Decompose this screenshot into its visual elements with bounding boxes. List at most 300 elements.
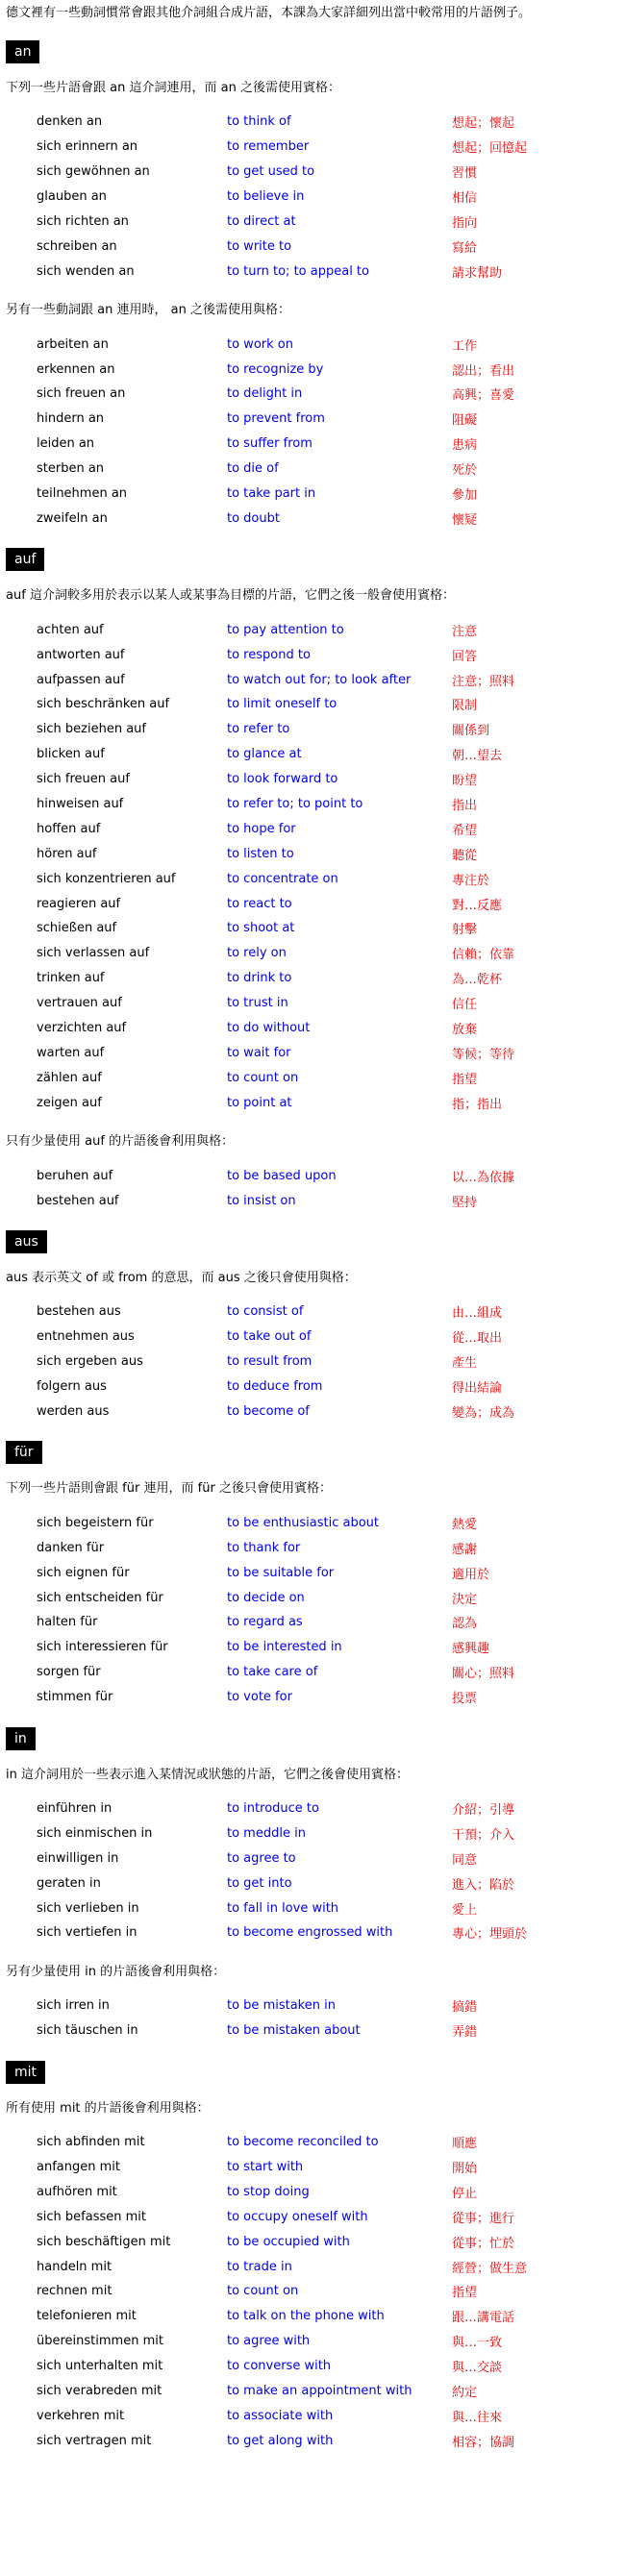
english-meaning: to doubt [227,510,280,526]
lead-part: 的意思，而 [151,1270,214,1285]
section-auf [6,548,619,1213]
phrase-row [6,2155,619,2180]
group-lead [6,586,619,606]
german-phrase: hindern an [37,411,105,427]
german-phrase: sich abfinden mit [37,2135,145,2150]
lead-part: 另有少量使用 [6,1964,82,1979]
group-lead [6,79,619,98]
phrase-row [6,506,619,531]
german-phrase: hören auf [37,846,97,861]
english-meaning: to be mistaken in [227,1998,336,2014]
german-phrase: sich konzentrieren auf [37,871,176,886]
lead-part: 這介詞用於一些表示進入某情況或狀態的片語，它們之後會使用賓格： [21,1767,410,1782]
phrase-row [6,1163,619,1188]
english-meaning: to refer to; to point to [227,797,363,812]
english-meaning: to be suitable for [227,1565,335,1580]
phrase-row [6,1920,619,1945]
phrase-row [6,916,619,941]
phrase-row [6,1188,619,1213]
english-meaning: to prevent from [227,411,325,427]
english-meaning: to fall in love with [227,1900,339,1916]
chinese-meaning: 搞錯 [452,2000,478,2016]
phrase-row [6,816,619,841]
chinese-meaning: 希望 [452,823,478,838]
section-mit [6,2061,619,2454]
lead-part: 所有使用 [6,2100,57,2116]
phrase-row [6,742,619,767]
phrase-row [6,2179,619,2204]
chinese-meaning: 寫給 [452,240,478,256]
german-phrase: schreiben an [37,238,117,254]
german-phrase: sterben an [37,461,105,477]
german-phrase: leiden an [37,436,95,452]
phrase-row [6,941,619,966]
lead-part: 的片語後會利用與格： [84,2100,210,2116]
phrase-list [6,110,619,284]
german-phrase: sich täuschen in [37,2023,138,2039]
chinese-meaning: 認出；看出 [452,363,515,379]
german-phrase: sich verlieben in [37,1900,139,1916]
german-phrase: aufpassen auf [37,672,125,687]
lead-part: 這介詞較多用於表示以某人或某事為目標的片語，它們之後一般會使用賓格： [29,588,455,604]
german-phrase: sich irren in [37,1998,110,2014]
chinese-meaning: 關心；照料 [452,1667,515,1682]
english-meaning: to watch out for; to look after [227,672,412,687]
german-phrase: sorgen für [37,1665,101,1680]
chinese-meaning: 由…組成 [452,1306,503,1322]
english-meaning: to believe in [227,189,305,205]
lead-part: in [6,1767,17,1782]
lead-part: auf [6,588,26,604]
english-meaning: to get along with [227,2433,334,2448]
english-meaning: to become reconciled to [227,2135,379,2150]
chinese-meaning: 患病 [452,438,478,454]
lead-part: 之後只會使用與格： [243,1270,357,1285]
english-meaning: to take out of [227,1329,312,1345]
english-meaning: to shoot at [227,921,295,936]
english-meaning: to delight in [227,386,303,402]
english-meaning: to introduce to [227,1800,319,1816]
chinese-meaning: 得出結論 [452,1381,503,1397]
phrase-row [6,991,619,1016]
lead-part: 連用，而 [143,1481,194,1497]
chinese-meaning: 產生 [452,1356,478,1372]
lead-part: 下列一些片語會跟 [6,81,107,95]
chinese-meaning: 工作 [452,338,478,354]
german-phrase: vertrauen auf [37,996,122,1011]
english-meaning: to decide on [227,1590,305,1605]
phrase-row [6,110,619,135]
phrase-row [6,1016,619,1041]
phrase-row [6,1300,619,1325]
english-meaning: to pay attention to [227,622,344,637]
phrase-list [6,1300,619,1424]
lead-part: 的片語後會利用與格： [100,1964,226,1979]
german-phrase: sich erinnern an [37,139,138,155]
chinese-meaning: 以…為依據 [452,1170,515,1185]
lead-part: 下列一些片語則會跟 [6,1481,119,1497]
lead-part: für [122,1481,140,1497]
english-meaning: to count on [227,2284,299,2299]
phrase-row [6,667,619,692]
english-meaning: to take part in [227,486,316,502]
chinese-meaning: 專注於 [452,873,490,888]
phrase-row [6,1685,619,1710]
chinese-meaning: 與…往來 [452,2410,503,2425]
phrase-row [6,2254,619,2279]
german-phrase: zeigen auf [37,1095,102,1110]
german-phrase: denken an [37,114,103,130]
phrase-list [6,1994,619,2043]
german-phrase: sich verlassen auf [37,946,150,961]
phrase-row [6,2379,619,2404]
phrase-row [6,2354,619,2379]
chinese-meaning: 相信 [452,191,478,207]
chinese-meaning: 對…反應 [452,898,503,913]
lead-part: aus [217,1270,240,1285]
phrase-list [6,1510,619,1709]
english-meaning: to thank for [227,1540,301,1555]
phrase-row [6,767,619,792]
phrase-row [6,185,619,210]
chinese-meaning: 專心；埋頭於 [452,1927,528,1943]
phrase-row [6,160,619,185]
english-meaning: to be occupied with [227,2234,350,2249]
chinese-meaning: 注意；照料 [452,674,515,689]
phrase-row [6,841,619,866]
phrase-row [6,2403,619,2428]
lead-part: an [110,81,126,95]
phrase-list [6,1163,619,1213]
lead-part: 只有少量使用 [6,1134,82,1150]
german-phrase: zweifeln an [37,510,108,526]
english-meaning: to recognize by [227,361,324,377]
section-für [6,1441,619,1709]
chinese-meaning: 開始 [452,2161,478,2176]
english-meaning: to work on [227,336,293,352]
english-meaning: to insist on [227,1193,296,1208]
lead-part: 連用時， [116,303,167,318]
group-lead [6,1479,619,1499]
english-meaning: to turn to; to appeal to [227,263,369,279]
english-meaning: to rely on [227,946,287,961]
chinese-meaning: 盼望 [452,774,478,789]
german-phrase: blicken auf [37,747,105,762]
german-phrase: schießen auf [37,921,117,936]
german-phrase: warten auf [37,1045,105,1060]
german-phrase: hoffen auf [37,821,101,836]
german-phrase: sich entscheiden für [37,1590,163,1605]
chinese-meaning: 適用於 [452,1567,490,1582]
phrase-row [6,1635,619,1660]
sections-container [6,40,619,2453]
german-phrase: sich vertragen mit [37,2433,152,2448]
phrase-row [6,1350,619,1375]
english-meaning: to refer to [227,722,290,737]
phrase-row [6,2229,619,2254]
chinese-meaning: 與…一致 [452,2336,503,2351]
english-meaning: to point at [227,1095,292,1110]
german-phrase: sich eignen für [37,1565,130,1580]
phrase-row [6,357,619,382]
chinese-meaning: 熱愛 [452,1517,478,1532]
german-phrase: sich beschränken auf [37,697,170,712]
german-phrase: sich freuen auf [37,772,130,787]
german-phrase: glauben an [37,189,107,205]
phrase-row [6,234,619,259]
chinese-meaning: 干預；介入 [452,1827,515,1843]
chinese-meaning: 高興；喜愛 [452,388,515,404]
phrase-row [6,2130,619,2155]
lead-part: 之後只會使用賓格： [218,1481,332,1497]
chinese-meaning: 順應 [452,2137,478,2152]
phrase-row [6,2329,619,2354]
english-meaning: to start with [227,2159,304,2174]
english-meaning: to respond to [227,647,311,662]
chinese-meaning: 信任 [452,998,478,1013]
chinese-meaning: 回答 [452,649,478,664]
german-phrase: verkehren mit [37,2408,125,2423]
german-phrase: sich ergeben aus [37,1354,143,1370]
chinese-meaning: 愛上 [452,1902,478,1918]
chinese-meaning: 為…乾杯 [452,973,503,988]
chinese-meaning: 想起；懷起 [452,116,515,132]
chinese-meaning: 進入；陷於 [452,1877,515,1893]
phrase-row [6,2428,619,2453]
german-phrase: sich befassen mit [37,2209,146,2224]
german-phrase: bestehen auf [37,1193,119,1208]
phrase-list [6,617,619,1115]
phrase-row [6,792,619,817]
chinese-meaning: 決定 [452,1592,478,1607]
intro-text: 德文裡有一些動詞慣常會跟其他介詞組合成片語，本課為大家詳細列出當中較常用的片語例子。 [6,6,532,20]
english-meaning: to trust in [227,996,288,1011]
phrase-row [6,1821,619,1845]
german-phrase: sich verabreden mit [37,2384,162,2398]
chinese-meaning: 關係到 [452,724,490,739]
english-meaning: to concentrate on [227,871,338,886]
german-phrase: sich beschäftigen mit [37,2234,171,2249]
english-meaning: to be interested in [227,1640,342,1655]
section-tag: in [6,1727,36,1750]
phrase-row [6,1090,619,1115]
german-phrase: arbeiten an [37,336,109,352]
chinese-meaning: 懷疑 [452,512,478,528]
chinese-meaning: 從事；進行 [452,2211,515,2226]
chinese-meaning: 阻礙 [452,413,478,429]
phrase-row [6,1610,619,1635]
section-tag: aus [6,1230,47,1253]
chinese-meaning: 指望 [452,2286,478,2301]
lead-part: an [170,303,187,318]
german-phrase: stimmen für [37,1690,113,1705]
lead-part: an [97,303,113,318]
german-phrase: geraten in [37,1875,101,1891]
chinese-meaning: 經營；做生意 [452,2261,528,2276]
phrase-row [6,1560,619,1585]
german-phrase: sich beziehen auf [37,722,146,737]
chinese-meaning: 介紹；引導 [452,1802,515,1818]
english-meaning: to talk on the phone with [227,2309,385,2324]
english-meaning: to direct at [227,214,296,229]
lead-part: of [86,1270,98,1285]
phrase-row [6,617,619,642]
chinese-meaning: 停止 [452,2186,478,2201]
german-phrase: sich einmischen in [37,1825,153,1841]
german-phrase: verzichten auf [37,1021,127,1036]
english-meaning: to deduce from [227,1379,323,1395]
chinese-meaning: 信賴；依靠 [452,948,515,963]
phrase-row [6,866,619,891]
lead-part: aus 表示英文 [6,1270,83,1285]
english-meaning: to remember [227,139,310,155]
german-phrase: telefonieren mit [37,2309,137,2324]
german-phrase: zählen auf [37,1070,102,1085]
chinese-meaning: 弄錯 [452,2025,478,2041]
lead-part: 之後需使用與格： [190,303,291,318]
phrase-list [6,2130,619,2454]
english-meaning: to make an appointment with [227,2384,412,2398]
german-phrase: hinweisen auf [37,797,124,812]
phrase-row [6,1994,619,2019]
section-an [6,40,619,531]
lead-part: 的片語後會利用與格： [109,1134,235,1150]
german-phrase: sich unterhalten mit [37,2359,163,2374]
english-meaning: to regard as [227,1615,303,1630]
phrase-row [6,642,619,667]
phrase-row [6,1535,619,1560]
german-phrase: einführen in [37,1800,112,1816]
phrase-list [6,332,619,531]
chinese-meaning: 參加 [452,488,478,504]
english-meaning: to think of [227,114,291,130]
english-meaning: to vote for [227,1690,292,1705]
chinese-meaning: 與…交談 [452,2361,503,2376]
english-meaning: to listen to [227,846,294,861]
section-in [6,1727,619,2043]
phrase-row [6,482,619,507]
german-phrase: sich wenden an [37,263,135,279]
group-lead [6,301,619,320]
phrase-row [6,2279,619,2304]
phrase-row [6,1870,619,1895]
chinese-meaning: 認為 [452,1617,478,1632]
chinese-meaning: 射擊 [452,923,478,938]
chinese-meaning: 限制 [452,699,478,714]
chinese-meaning: 指；指出 [452,1097,503,1112]
english-meaning: to be enthusiastic about [227,1515,379,1530]
phrase-row [6,457,619,482]
english-meaning: to get into [227,1875,292,1891]
english-meaning: to consist of [227,1304,304,1320]
german-phrase: sich gewöhnen an [37,164,150,180]
german-phrase: teilnehmen an [37,486,128,502]
english-meaning: to hope for [227,821,296,836]
english-meaning: to result from [227,1354,312,1370]
english-meaning: to associate with [227,2408,334,2423]
english-meaning: to suffer from [227,436,312,452]
phrase-row [6,1375,619,1399]
german-phrase: anfangen mit [37,2159,120,2174]
german-phrase: sich vertiefen in [37,1925,138,1941]
chinese-meaning: 從事；忙於 [452,2236,515,2251]
english-meaning: to agree to [227,1850,296,1866]
german-phrase: achten auf [37,622,104,637]
english-meaning: to die of [227,461,279,477]
phrase-row [6,1041,619,1066]
phrase-row [6,1895,619,1920]
german-phrase: sich richten an [37,214,129,229]
english-meaning: to occupy oneself with [227,2209,368,2224]
english-meaning: to look forward to [227,772,338,787]
chinese-meaning: 從…取出 [452,1331,503,1347]
english-meaning: to wait for [227,1045,291,1060]
chinese-meaning: 相容；協調 [452,2435,515,2450]
lead-part: auf [85,1134,105,1150]
phrase-row [6,2304,619,2329]
phrase-list [6,1796,619,1945]
phrase-row [6,1585,619,1610]
phrase-row [6,1065,619,1090]
chinese-meaning: 感興趣 [452,1642,490,1657]
english-meaning: to react to [227,896,292,911]
group-lead [6,1269,619,1288]
german-phrase: bestehen aus [37,1304,121,1320]
german-phrase: trinken auf [37,971,105,986]
section-tag: für [6,1441,42,1464]
chinese-meaning: 習慣 [452,166,478,182]
english-meaning: to become of [227,1403,310,1419]
chinese-meaning: 等候；等待 [452,1047,515,1062]
chinese-meaning: 投票 [452,1692,478,1707]
german-phrase: aufhören mit [37,2184,117,2199]
german-phrase: halten für [37,1615,98,1630]
english-meaning: to converse with [227,2359,332,2374]
phrase-row [6,407,619,432]
german-phrase: danken für [37,1540,105,1555]
chinese-meaning: 同意 [452,1852,478,1868]
chinese-meaning: 朝…望去 [452,749,503,764]
group-lead [6,1963,619,1982]
german-phrase: reagieren auf [37,896,121,911]
chinese-meaning: 感謝 [452,1542,478,1557]
chinese-meaning: 死於 [452,463,478,479]
english-meaning: to count on [227,1070,299,1085]
phrase-row [6,1325,619,1350]
phrase-row [6,2204,619,2229]
lead-part: an [220,81,237,95]
german-phrase: antworten auf [37,647,125,662]
english-meaning: to do without [227,1021,311,1036]
section-tag: an [6,40,39,63]
chinese-meaning: 變為；成為 [452,1405,515,1421]
english-meaning: to limit oneself to [227,697,338,712]
phrase-row [6,2019,619,2043]
lead-part: 之後需使用賓格： [240,81,341,95]
german-phrase: entnehmen aus [37,1329,135,1345]
lead-part: in [85,1964,97,1979]
phrase-row [6,891,619,916]
section-tag: mit [6,2061,45,2084]
phrase-row [6,432,619,457]
section-aus [6,1230,619,1424]
lead-part: 另有一些動詞跟 [6,303,94,318]
phrase-row [6,332,619,357]
chinese-meaning: 跟…講電話 [452,2311,515,2326]
english-meaning: to become engrossed with [227,1925,393,1941]
chinese-meaning: 約定 [452,2386,478,2400]
german-phrase: übereinstimmen mit [37,2334,163,2349]
